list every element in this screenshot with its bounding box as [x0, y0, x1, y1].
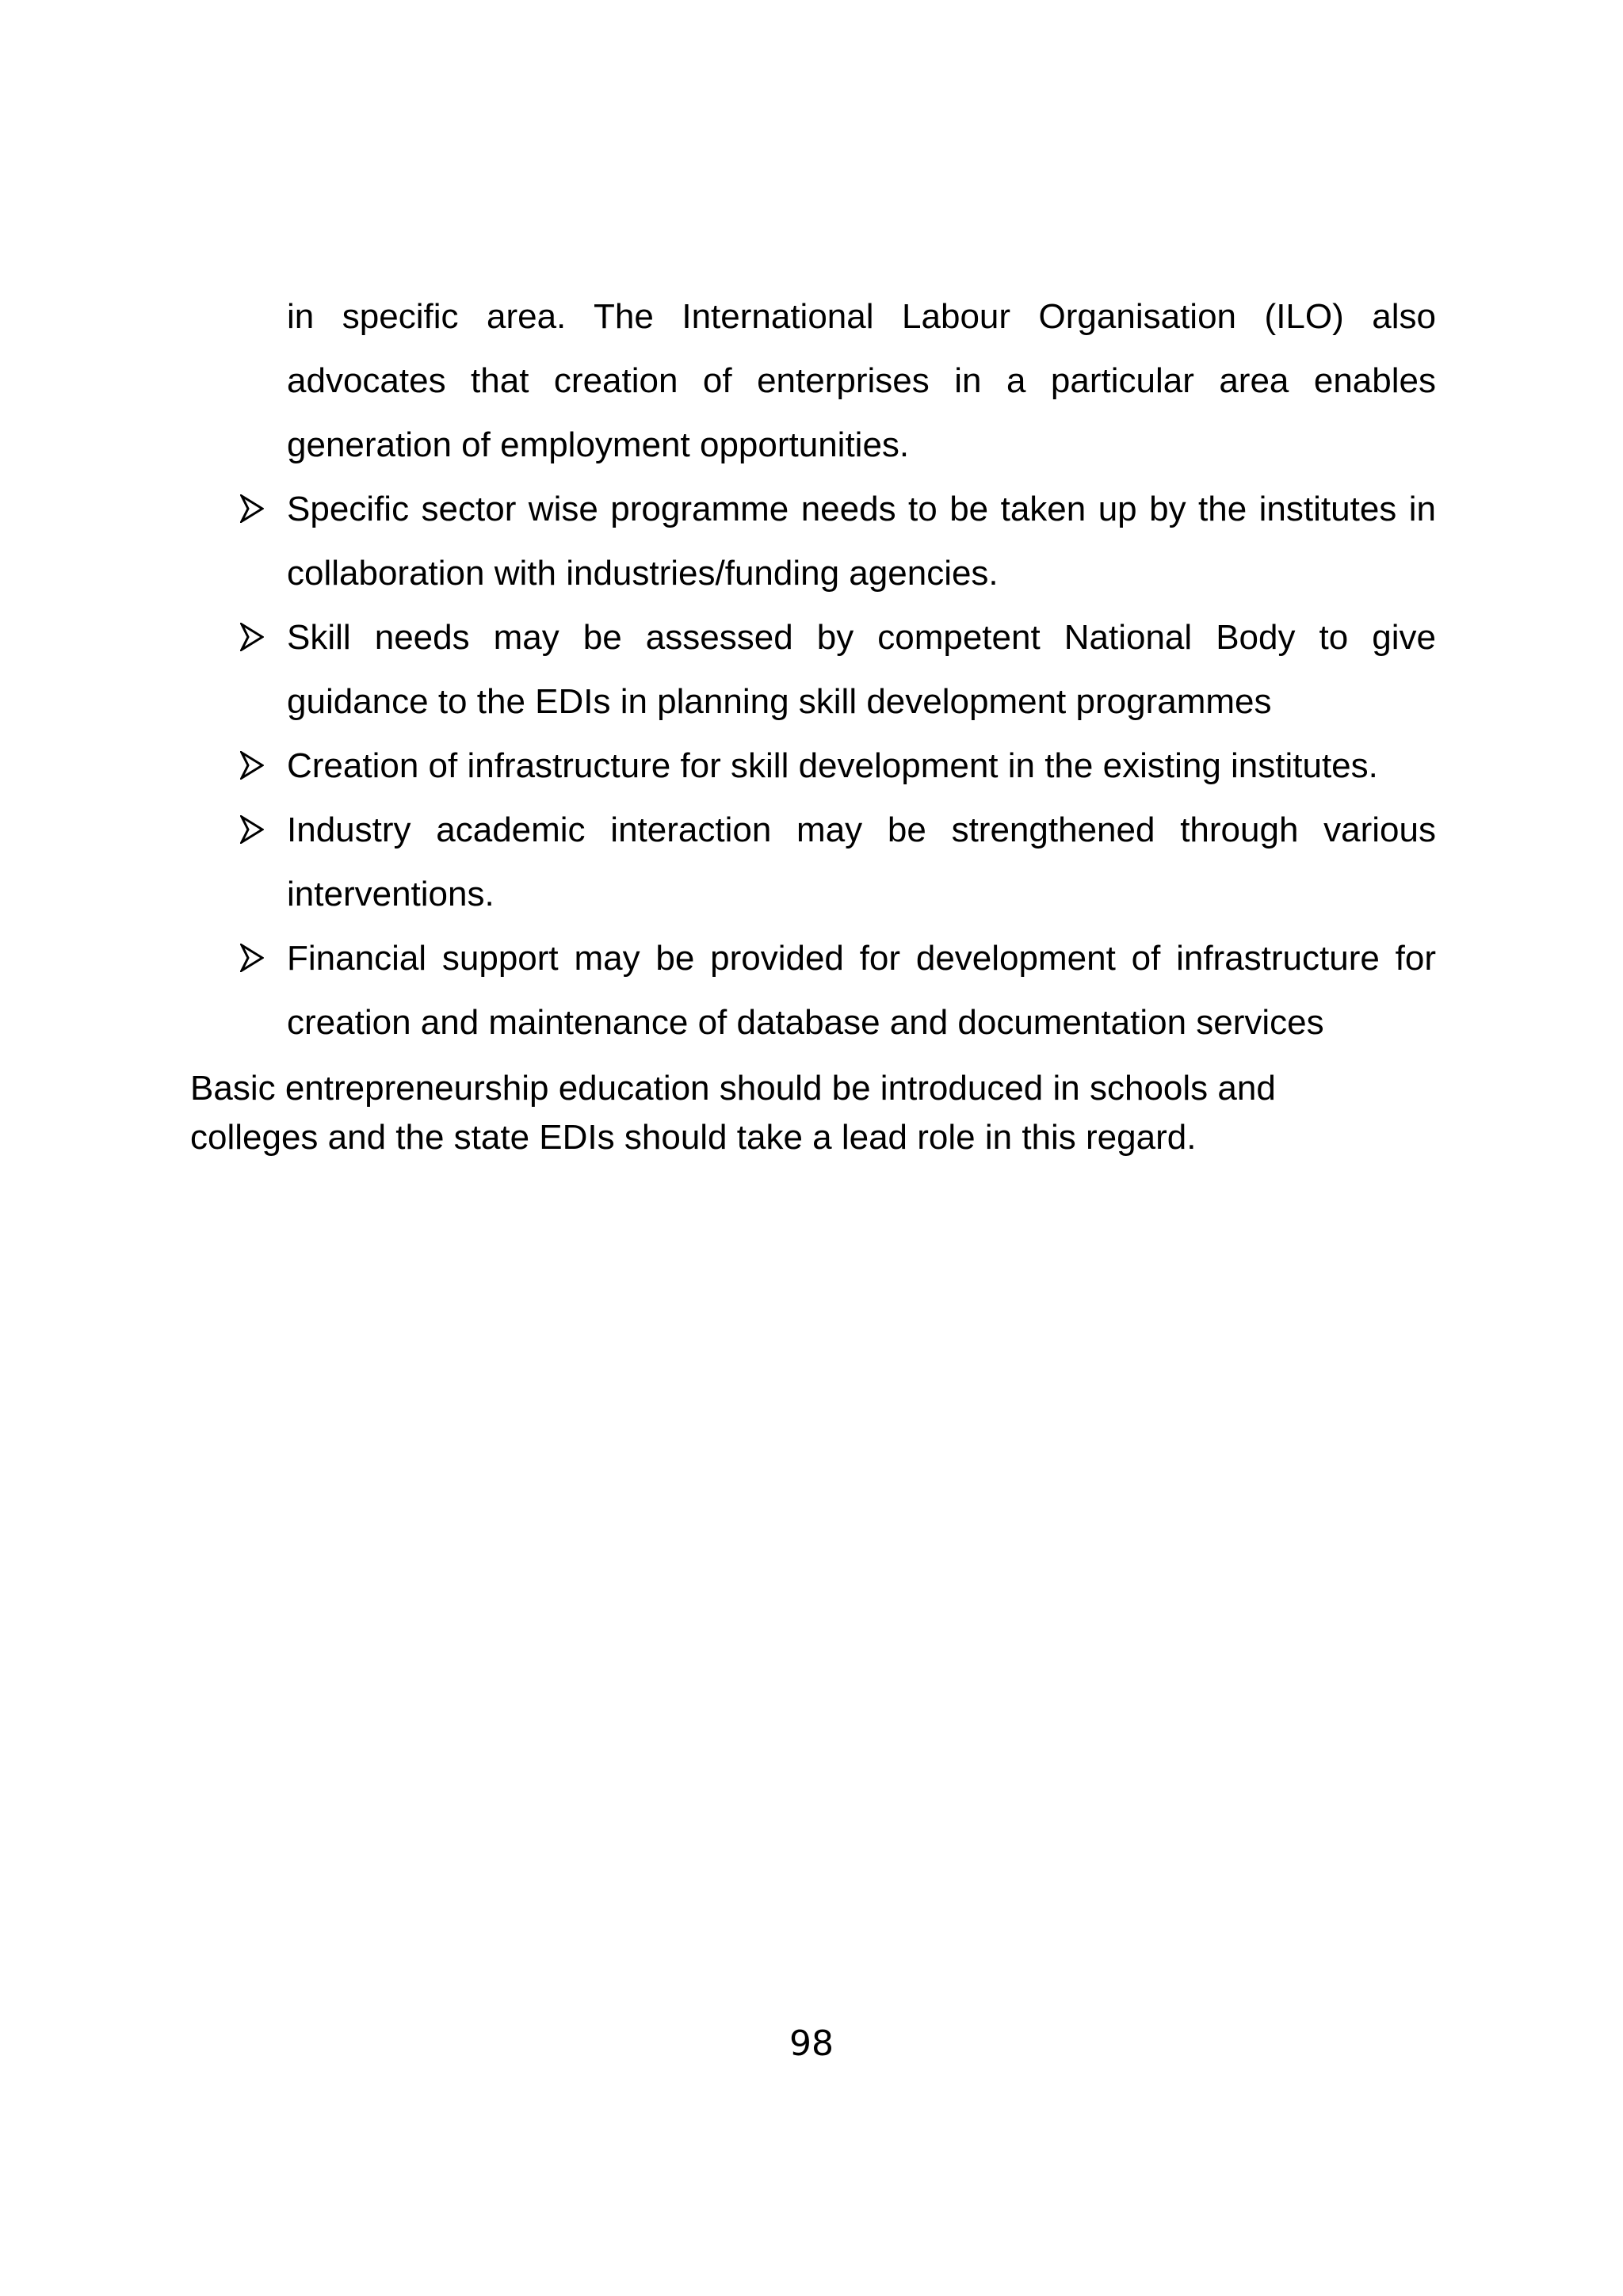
page-number: 98	[789, 2023, 834, 2064]
list-item	[190, 477, 1436, 605]
list-item-text: Financial support may be provided for development of infrastructure for creation and maintenance of database and documentation services	[287, 939, 1436, 1042]
arrowhead-bullet-icon	[240, 605, 272, 669]
list-item-text: Industry academic interaction may be strengthened through various interventions.	[287, 810, 1436, 913]
list-item-text: Skill needs may be assessed by competent National Body to give guidance to the EDIs in planning skill development programmes	[287, 618, 1436, 721]
closing-paragraph: Basic entrepreneurship education should be introduced in schools and colleges and the state EDIs should take a lead role in this regard.	[190, 1069, 1276, 1157]
list-item	[190, 734, 1436, 798]
list-item-text: Creation of infrastructure for skill development in the existing institutes.	[287, 746, 1378, 785]
list-item	[190, 926, 1436, 1055]
list-item	[190, 798, 1436, 926]
continuation-paragraph: in specific area. The International Labour Organisation (ILO) also advocates that creation of enterprises in a particular area enables generation of employment opportunities.	[287, 297, 1436, 464]
recommendation-list	[190, 477, 1436, 1055]
list-item	[190, 605, 1436, 734]
arrowhead-bullet-icon	[240, 926, 272, 990]
arrowhead-bullet-icon	[240, 798, 272, 862]
page-content	[190, 284, 1436, 1162]
list-item-text: Specific sector wise programme needs to be taken up by the institutes in collaboration with industries/funding agencies.	[287, 490, 1436, 593]
arrowhead-bullet-icon	[240, 477, 272, 541]
arrowhead-bullet-icon	[240, 734, 272, 798]
